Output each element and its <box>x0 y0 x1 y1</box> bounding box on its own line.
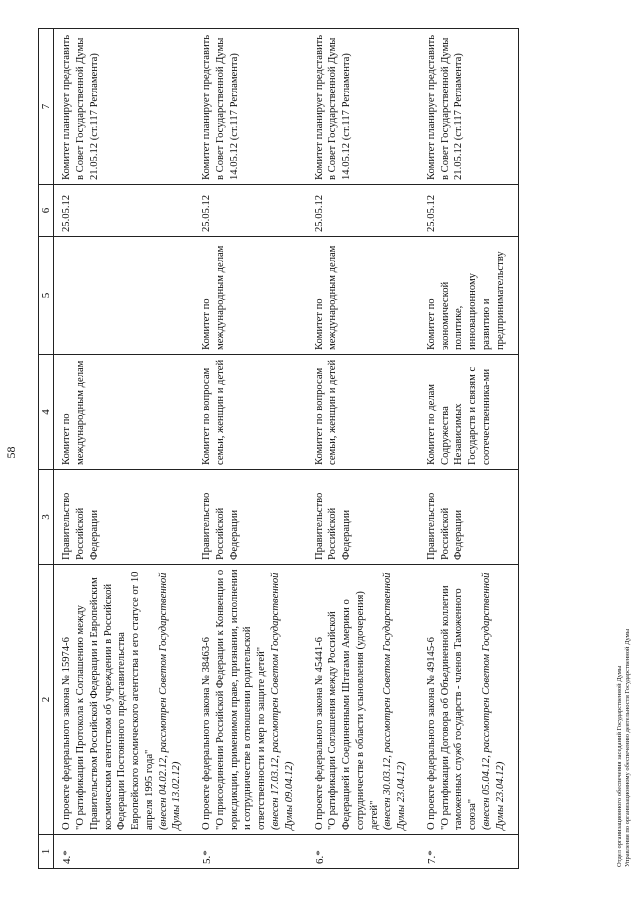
bill-title: О проекте федерального закона № 49145-6 <box>425 637 437 830</box>
bill-title: О проекте федерального закона № 38463-6 <box>201 637 213 830</box>
decision-cell: Комитет планирует представить в Совет Государственной Думы 14.05.12 (ст.117 Регламента) <box>194 29 306 185</box>
column-header: 1 <box>39 835 54 869</box>
row-number: 6.* <box>307 835 419 869</box>
date-cell: 25.05.12 <box>307 185 419 237</box>
bill-note: (внесен 30.03.12, рассмотрен Советом Государственной Думы 23.04.12) <box>382 572 408 830</box>
schedule-table <box>38 28 519 869</box>
table-row <box>54 29 194 869</box>
footer-note <box>616 629 632 867</box>
page-number: 58 <box>4 446 18 459</box>
bill-title: О проекте федерального закона № 45441-6 <box>313 637 325 830</box>
bill-description: "О ратификации Договора об Объединенной коллегии таможенных служб государств - членов Таможенного союза" <box>439 585 479 830</box>
table-row <box>194 29 306 869</box>
table-row <box>419 29 518 869</box>
footer-line-2: Управления по организационному обеспечению деятельности Государственной Думы <box>624 628 632 867</box>
bill-note: (внесен 17.03.12, рассмотрен Советом Государственной Думы 09.04.12) <box>270 572 295 830</box>
row-number: 4.* <box>54 835 194 869</box>
column-header: 4 <box>39 355 54 470</box>
initiator-cell: Правительство Российской Федерации <box>419 470 518 565</box>
bill-note: (внесен 04.02.12, рассмотрен Советом Государственной Думы 13.02.12) <box>157 572 183 830</box>
column-header: 7 <box>39 29 54 185</box>
committee-cell: Комитет по международным делам <box>54 355 194 470</box>
bill-note: (внесен 05.04.12, рассмотрен Советом Государственной Думы 23.04.12) <box>480 572 506 830</box>
co-committee-cell: Комитет по экономической политике, инновационному развитию и предпринимательству <box>419 237 518 355</box>
column-number-row <box>39 29 54 869</box>
decision-cell: Комитет планирует представить в Совет Государственной Думы 14.05.12 (ст.117 Регламента) <box>307 29 419 185</box>
initiator-cell: Правительство Российской Федерации <box>194 470 306 565</box>
bill-description: "О ратификации Протокола к Соглашению между Правительством Российской Федерации и Европейским космическим агентством об учреждении в Российской Федерации Постоянного представительства Европейского космического агентства и его статусе от 10 апреля 1995 года" <box>75 571 155 830</box>
date-cell: 25.05.12 <box>419 185 518 237</box>
bill-title: О проекте федерального закона № 15974-6 <box>61 637 73 830</box>
initiator-cell: Правительство Российской Федерации <box>54 470 194 565</box>
bill-cell <box>54 565 194 835</box>
bill-cell <box>419 565 518 835</box>
column-header: 5 <box>39 237 54 355</box>
committee-cell: Комитет по делам Содружества Независимых Государств и связям с соотечественника-ми <box>419 355 518 470</box>
committee-cell: Комитет по вопросам семьи, женщин и детей <box>307 355 419 470</box>
committee-cell: Комитет по вопросам семьи, женщин и детей <box>194 355 306 470</box>
decision-cell: Комитет планирует представить в Совет Государственной Думы 21.05.12 (ст.117 Регламента) <box>419 29 518 185</box>
row-number: 5.* <box>194 835 306 869</box>
bill-description: "О ратификации Соглашения между Российской Федерацией и Соединенными Штатами Америки о сотрудничестве в области усыновления (удочерения) детей" <box>327 591 380 830</box>
co-committee-cell <box>54 237 194 355</box>
decision-cell: Комитет планирует представить в Совет Государственной Думы 21.05.12 (ст.117 Регламента) <box>54 29 194 185</box>
bill-cell <box>194 565 306 835</box>
bill-cell <box>307 565 419 835</box>
table-row <box>307 29 419 869</box>
co-committee-cell: Комитет по международным делам <box>194 237 306 355</box>
column-header: 6 <box>39 185 54 237</box>
footer-line-1: Отдел организационного обеспечения заседаний Государственной Думы <box>616 665 623 867</box>
column-header: 3 <box>39 470 54 565</box>
column-header: 2 <box>39 565 54 835</box>
co-committee-cell: Комитет по международным делам <box>307 237 419 355</box>
bill-description: "О присоединении Российской Федерации к Конвенции о юрисдикции, применимом праве, признании, исполнении и сотрудничестве в отношении родительской ответственности и мер по защите детей" <box>214 569 268 830</box>
date-cell: 25.05.12 <box>194 185 306 237</box>
initiator-cell: Правительство Российской Федерации <box>307 470 419 565</box>
row-number: 7.* <box>419 835 518 869</box>
date-cell: 25.05.12 <box>54 185 194 237</box>
